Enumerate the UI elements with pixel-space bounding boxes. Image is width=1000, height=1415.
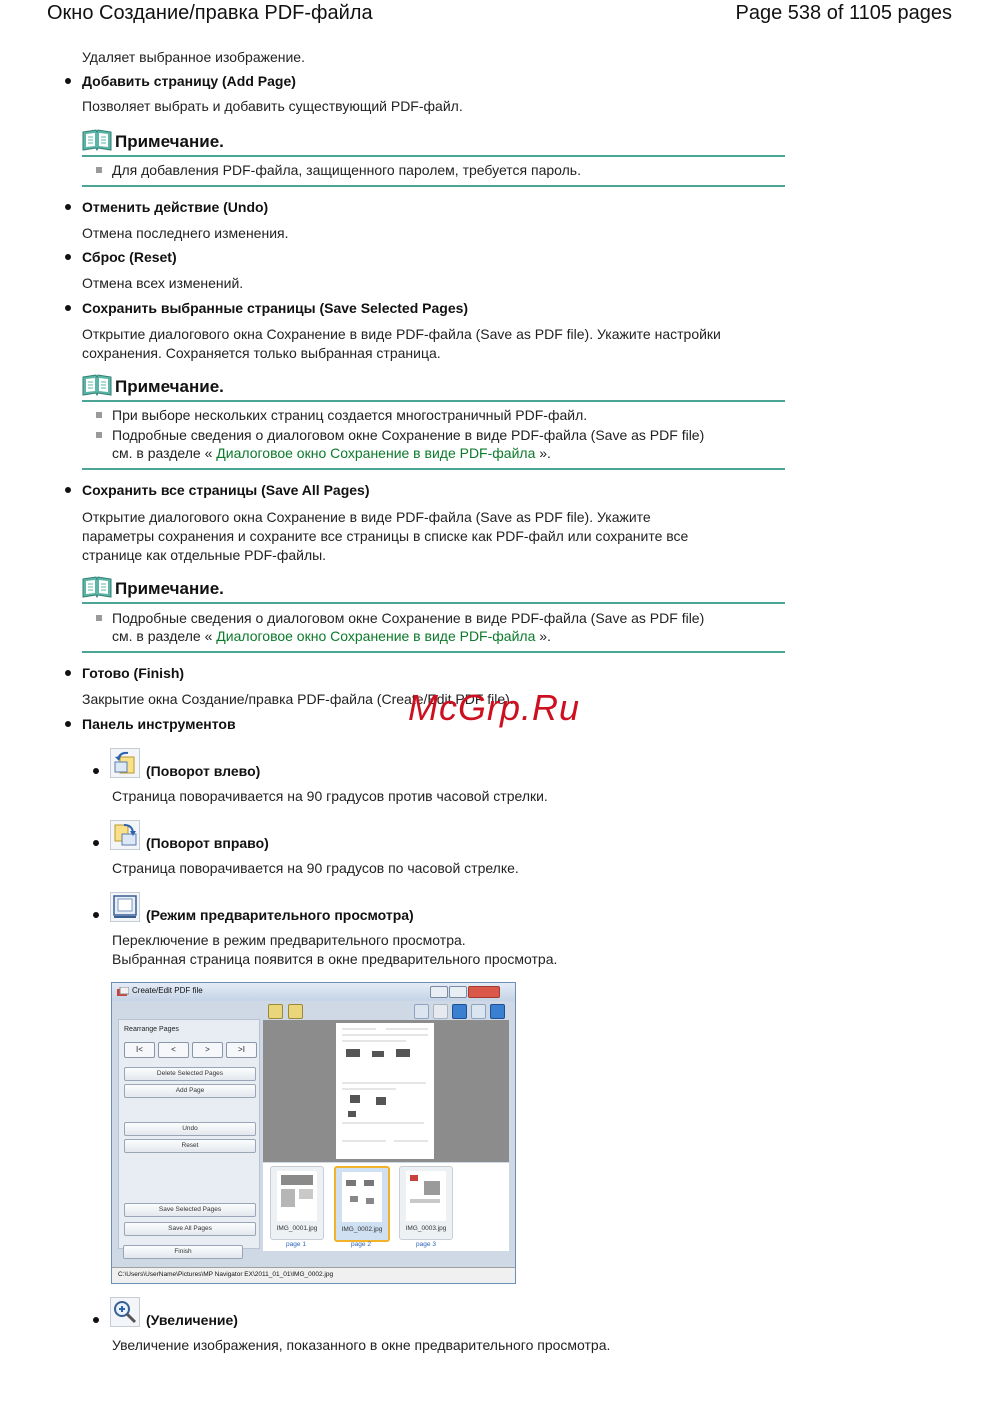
save-all-desc-1: Открытие диалогового окна Сохранение в виде PDF-файла (Save as PDF file). Укажите bbox=[82, 509, 651, 525]
thumbnail-strip bbox=[263, 1163, 509, 1251]
status-bar bbox=[112, 1267, 515, 1283]
save-selected-desc-1: Открытие диалогового окна Сохранение в виде PDF-файла (Save as PDF file). Укажите настройки bbox=[82, 326, 721, 342]
reset-button[interactable]: Reset bbox=[124, 1139, 256, 1153]
zoom-in-icon bbox=[110, 1297, 140, 1327]
rotate-left-label: (Поворот влево) bbox=[146, 763, 261, 779]
book-icon bbox=[82, 129, 112, 151]
intro-text: Удаляет выбранное изображение. bbox=[82, 49, 305, 65]
page-header-title: Окно Создание/правка PDF-файла bbox=[47, 2, 373, 24]
save-all-heading: Сохранить все страницы (Save All Pages) bbox=[82, 482, 370, 498]
close-button[interactable] bbox=[468, 986, 500, 998]
preview-page-content bbox=[336, 1023, 434, 1159]
bullet-dot bbox=[93, 840, 99, 846]
thumbnail-page-label: page 2 bbox=[351, 1241, 371, 1248]
note2-item-2-line2: см. в разделе « Диалоговое окно Сохранение в виде PDF-файла ». bbox=[112, 445, 551, 461]
first-page-button[interactable]: I< bbox=[124, 1042, 155, 1058]
last-page-button[interactable]: >I bbox=[226, 1042, 257, 1058]
preview-mode-icon bbox=[110, 892, 140, 922]
note-divider bbox=[82, 185, 785, 187]
save-selected-heading: Сохранить выбранные страницы (Save Selected Pages) bbox=[82, 300, 469, 316]
reset-heading: Сброс (Reset) bbox=[82, 249, 177, 265]
rotate-left-icon bbox=[110, 748, 140, 778]
note2-item-1: При выборе нескольких страниц создается многостраничный PDF-файл. bbox=[112, 407, 588, 423]
thumbnail-1[interactable] bbox=[270, 1166, 324, 1240]
rotate-right-desc: Страница поворачивается на 90 градусов по часовой стрелке. bbox=[112, 860, 519, 876]
next-page-button[interactable]: > bbox=[192, 1042, 223, 1058]
book-icon bbox=[82, 576, 112, 598]
note-title: Примечание. bbox=[115, 579, 224, 598]
add-page-desc: Позволяет выбрать и добавить существующий PDF-файл. bbox=[82, 98, 463, 114]
thumbnail-image bbox=[336, 1168, 388, 1222]
save-all-pages-button[interactable]: Save All Pages bbox=[124, 1222, 256, 1236]
note-heading-2 bbox=[82, 376, 785, 402]
bullet-dot bbox=[93, 768, 99, 774]
status-file-path: C:\Users\UserName\Pictures\MP Navigator EX\2011_01_01\IMG_0002.jpg bbox=[118, 1271, 334, 1278]
preview-page bbox=[336, 1023, 434, 1159]
rotate-right-icon[interactable] bbox=[288, 1004, 303, 1019]
save-as-pdf-dialog-link[interactable]: Диалоговое окно Сохранение в виде PDF-файла bbox=[216, 628, 536, 644]
page-counter: Page 538 of 1105 pages bbox=[735, 2, 952, 24]
note-heading-3 bbox=[82, 578, 785, 604]
note-title: Примечание. bbox=[115, 132, 224, 151]
rotate-left-icon[interactable] bbox=[268, 1004, 283, 1019]
maximize-button[interactable] bbox=[449, 986, 467, 998]
window-titlebar bbox=[112, 983, 515, 1001]
preview-mode-icon[interactable] bbox=[452, 1004, 467, 1019]
undo-desc: Отмена последнего изменения. bbox=[82, 225, 289, 241]
zoom-in-label: (Увеличение) bbox=[146, 1312, 238, 1328]
note-heading-1 bbox=[82, 131, 785, 157]
zoom-out-icon[interactable] bbox=[433, 1004, 448, 1019]
rotate-left-desc: Страница поворачивается на 90 градусов против часовой стрелки. bbox=[112, 788, 548, 804]
bullet-dot bbox=[93, 1317, 99, 1323]
prev-page-button[interactable]: < bbox=[158, 1042, 189, 1058]
reset-desc: Отмена всех изменений. bbox=[82, 275, 244, 291]
note1-item: Для добавления PDF-файла, защищенного паролем, требуется пароль. bbox=[112, 162, 581, 178]
bullet-dot bbox=[93, 912, 99, 918]
left-control-panel bbox=[118, 1019, 260, 1249]
preview-mode-label: (Режим предварительного просмотра) bbox=[146, 907, 414, 923]
save-selected-desc-2: сохранения. Сохраняется только выбранная страница. bbox=[82, 345, 441, 361]
window-title: Create/Edit PDF file bbox=[132, 986, 203, 995]
zoom-in-desc: Увеличение изображения, показанного в окне предварительного просмотра. bbox=[112, 1337, 611, 1353]
full-screen-icon[interactable] bbox=[471, 1004, 486, 1019]
minimize-button[interactable] bbox=[430, 986, 448, 998]
add-page-button[interactable]: Add Page bbox=[124, 1084, 256, 1098]
add-page-heading: Добавить страницу (Add Page) bbox=[82, 73, 296, 89]
rearrange-pages-label: Rearrange Pages bbox=[124, 1026, 179, 1033]
preview-mode-desc-2: Выбранная страница появится в окне предварительного просмотра. bbox=[112, 951, 558, 967]
delete-selected-pages-button[interactable]: Delete Selected Pages bbox=[124, 1067, 256, 1081]
preview-mode-desc-1: Переключение в режим предварительного просмотра. bbox=[112, 932, 466, 948]
thumbnail-page-label: page 3 bbox=[416, 1241, 436, 1248]
finish-desc: Закрытие окна Создание/правка PDF-файла (Create/Edit PDF file). bbox=[82, 691, 514, 707]
app-icon bbox=[117, 987, 129, 997]
toolbar-heading: Панель инструментов bbox=[82, 716, 236, 732]
fit-view-icon[interactable] bbox=[490, 1004, 505, 1019]
rotate-right-label: (Поворот вправо) bbox=[146, 835, 269, 851]
save-selected-pages-button[interactable]: Save Selected Pages bbox=[124, 1203, 256, 1217]
preview-area bbox=[263, 1020, 509, 1162]
note-divider bbox=[82, 468, 785, 470]
thumbnail-filename: IMG_0002.jpg bbox=[341, 1226, 383, 1233]
thumbnail-page-label: page 1 bbox=[286, 1241, 306, 1248]
save-as-pdf-dialog-link[interactable]: Диалоговое окно Сохранение в виде PDF-файла bbox=[216, 445, 536, 461]
thumbnail-image bbox=[271, 1167, 323, 1221]
finish-button[interactable]: Finish bbox=[123, 1245, 243, 1259]
undo-heading: Отменить действие (Undo) bbox=[82, 199, 269, 215]
book-icon bbox=[82, 374, 112, 396]
note3-item-1: Подробные сведения о диалоговом окне Сохранение в виде PDF-файла (Save as PDF file) bbox=[112, 610, 705, 626]
zoom-in-icon[interactable] bbox=[414, 1004, 429, 1019]
undo-button[interactable]: Undo bbox=[124, 1122, 256, 1136]
thumbnail-2[interactable] bbox=[334, 1166, 390, 1242]
note3-item-1-line2: см. в разделе « Диалоговое окно Сохранение в виде PDF-файла ». bbox=[112, 628, 551, 644]
save-all-desc-2: параметры сохранения и сохраните все страницы в списке как PDF-файл или сохраните все bbox=[82, 528, 689, 544]
rotate-right-icon bbox=[110, 820, 140, 850]
thumbnail-filename: IMG_0001.jpg bbox=[276, 1225, 318, 1232]
note-divider bbox=[82, 651, 785, 653]
watermark: McGrp.Ru bbox=[408, 687, 581, 728]
finish-heading: Готово (Finish) bbox=[82, 665, 185, 681]
save-all-desc-3: странице как отдельные PDF-файлы. bbox=[82, 547, 327, 563]
thumbnail-filename: IMG_0003.jpg bbox=[405, 1225, 447, 1232]
thumbnail-3[interactable] bbox=[399, 1166, 453, 1240]
note-title: Примечание. bbox=[115, 377, 224, 396]
thumbnail-image bbox=[400, 1167, 452, 1221]
note2-item-2: Подробные сведения о диалоговом окне Сохранение в виде PDF-файла (Save as PDF file) bbox=[112, 427, 705, 443]
create-edit-pdf-window-screenshot bbox=[111, 982, 516, 1284]
